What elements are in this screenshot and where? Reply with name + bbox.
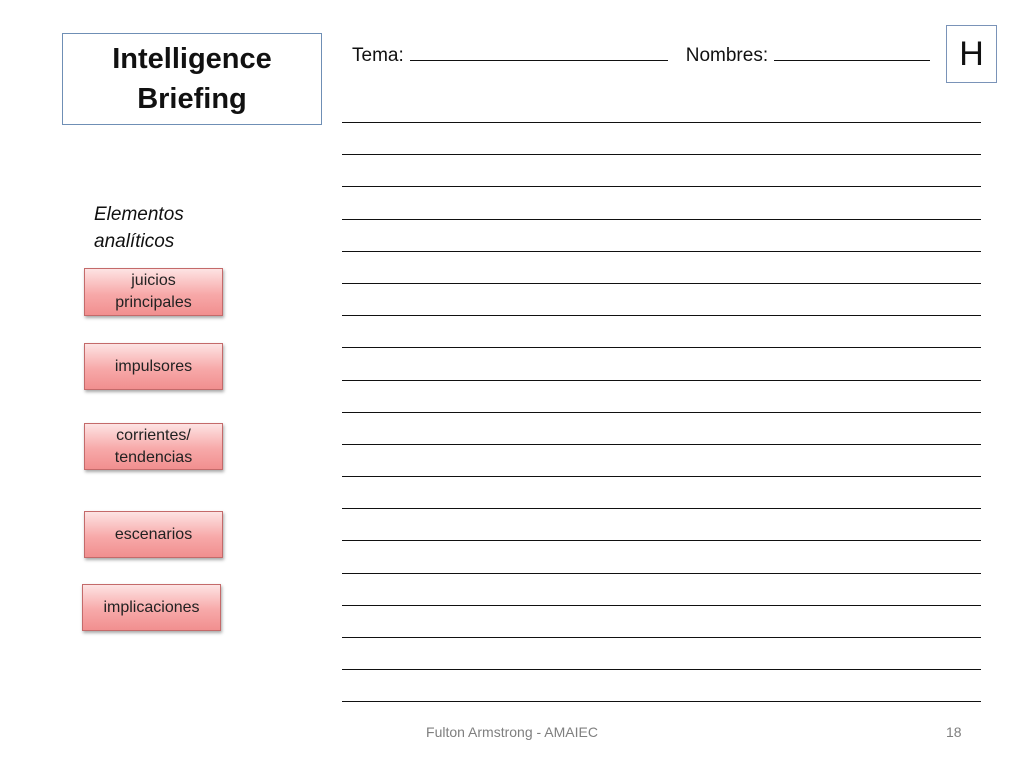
writing-line[interactable] <box>342 669 981 670</box>
tema-label: Tema: <box>352 45 404 66</box>
writing-line[interactable] <box>342 154 981 155</box>
slide-title: Intelligence Briefing <box>112 43 272 115</box>
writing-line[interactable] <box>342 186 981 187</box>
writing-line[interactable] <box>342 347 981 348</box>
writing-line[interactable] <box>342 508 981 509</box>
writing-line[interactable] <box>342 380 981 381</box>
writing-line[interactable] <box>342 476 981 477</box>
writing-line[interactable] <box>342 701 981 702</box>
writing-line[interactable] <box>342 573 981 574</box>
impulsores-button[interactable]: impulsores <box>84 343 223 390</box>
tema-blank-field[interactable] <box>410 42 668 61</box>
corner-letter: H <box>959 34 984 73</box>
writing-lines <box>342 122 981 734</box>
nombres-blank-field[interactable] <box>774 42 930 61</box>
writing-line[interactable] <box>342 219 981 220</box>
nombres-label: Nombres: <box>685 45 769 66</box>
writing-line[interactable] <box>342 637 981 638</box>
writing-line[interactable] <box>342 412 981 413</box>
writing-line[interactable] <box>342 315 981 316</box>
writing-line[interactable] <box>342 122 981 123</box>
writing-line[interactable] <box>342 251 981 252</box>
writing-line[interactable] <box>342 283 981 284</box>
header-fields <box>352 42 930 67</box>
writing-line[interactable] <box>342 540 981 541</box>
elementos-analiticos-label: Elementos analíticos <box>94 204 184 252</box>
title-box <box>62 33 322 125</box>
writing-line[interactable] <box>342 605 981 606</box>
writing-line[interactable] <box>342 444 981 445</box>
page-number: 18 <box>946 724 962 740</box>
corrientes-tendencias-button[interactable]: corrientes/ tendencias <box>84 423 223 470</box>
escenarios-button[interactable]: escenarios <box>84 511 223 558</box>
corner-letter-box <box>946 25 997 83</box>
juicios-principales-button[interactable]: juicios principales <box>84 268 223 316</box>
footer-author: Fulton Armstrong - AMAIEC <box>426 724 598 740</box>
implicaciones-button[interactable]: implicaciones <box>82 584 221 631</box>
